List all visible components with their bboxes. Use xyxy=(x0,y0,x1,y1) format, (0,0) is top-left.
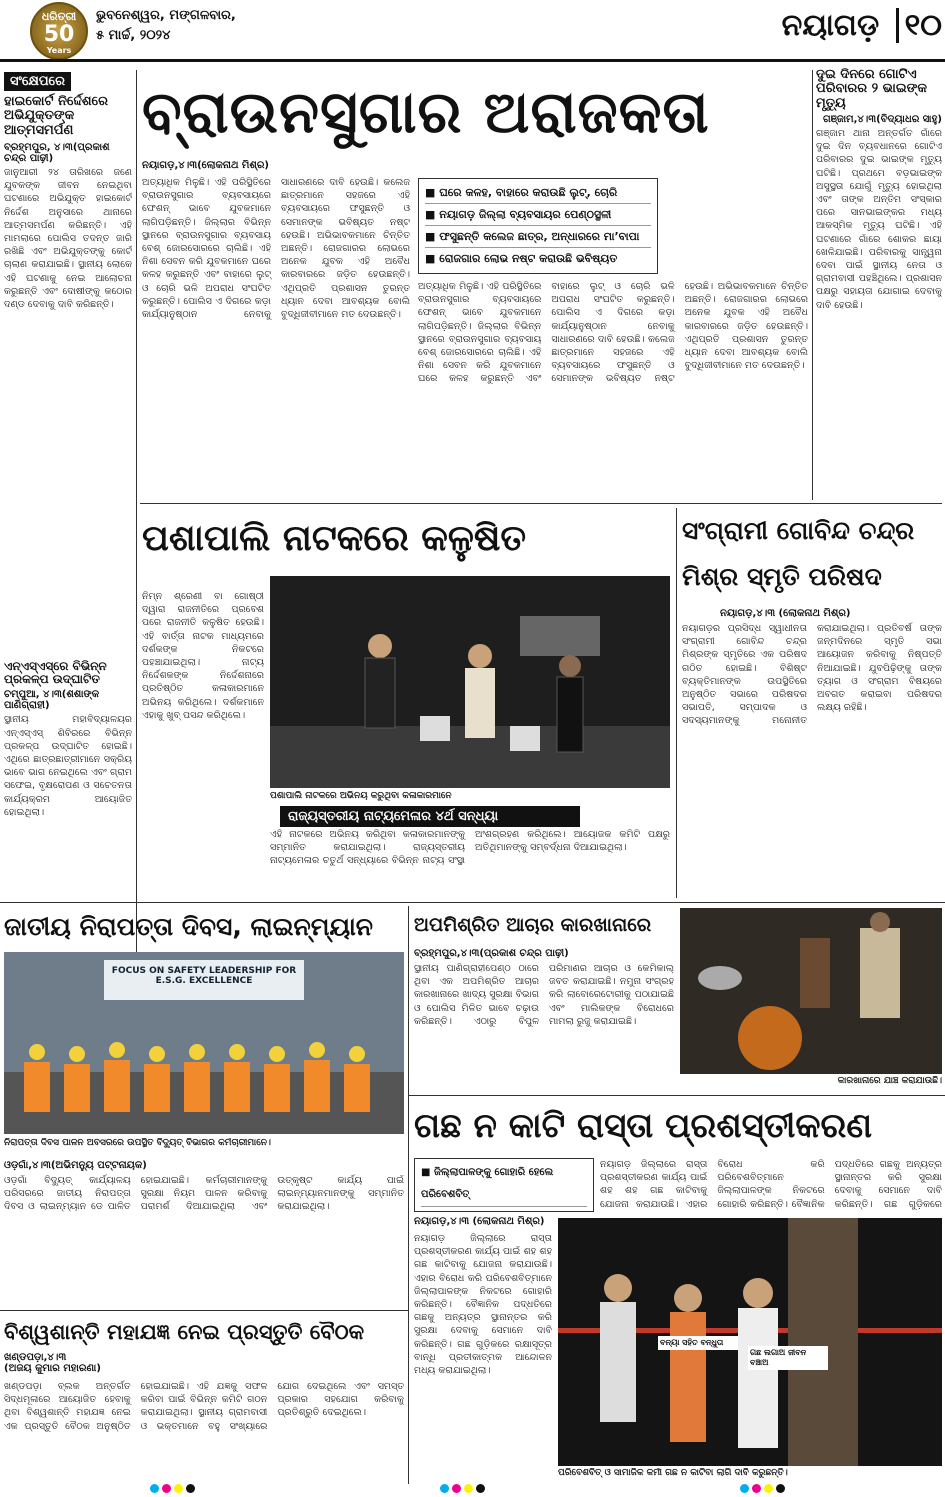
issue-date: ୫ ମାର୍ଚ୍ଚ, ୨୦୨୪ xyxy=(96,28,171,43)
pickle-headline: ଅପମିଶ୍ରିତ ଆଚାର କାରଖାନାରେ xyxy=(414,914,652,936)
safety-body: ଓଡ଼ଗାଁ ବିଦ୍ୟୁତ୍ କାର୍ଯ୍ୟାଳୟ ପରିସରରେ ଜାତୀୟ ନିରାପତ୍ତା ଦିବସ ଓ ଲାଇନ୍‌ମ୍ୟାନ ଡେ ପାଳିତ ହୋଇଯାଇଛି। କର୍ମଚାରୀମାନଙ୍କୁ ସୁରକ୍ଷା ନିୟମ ପାଳନ କରିବାକୁ ପରାମର୍ଶ ଦିଆଯାଇଥିଲା ଏବଂ ଉତ୍କୃଷ୍ଟ କାର୍ଯ୍ୟ ପାଇଁ ଲାଇନ୍‌ମ୍ୟାନମାନଙ୍କୁ ସମ୍ମାନିତ କରାଯାଇଥିଲା। xyxy=(4,1175,404,1213)
drama-body-left: ନିମ୍ନ ଶ୍ରେଣୀ ବା ଗୋଷ୍ଠୀ ଦ୍ୱାରା ରାଜନୀତିରେ ପ୍ରବେଶ ପରେ ରାଜନୀତି କଳୁଷିତ ହେଉଛି। ଏହି ବାର୍ତ୍ତା ନାଟକ ମାଧ୍ୟମରେ ଦର୍ଶକଙ୍କ ନିକଟରେ ପହଞ୍ଚାଯାଇଥିଲା। ନାଟ୍ୟ ନିର୍ଦ୍ଦେଶକଙ୍କ ନିର୍ଦ୍ଦେଶନାରେ ପ୍ରତିଷ୍ଠିତ କଳାକାରମାନେ ଅଭିନୟ କରିଥିଲେ। ଦର୍ଶକମାନେ ଏହାକୁ ଖୁବ୍ ପସନ୍ଦ କରିଥିଲେ। xyxy=(142,591,264,721)
tree-protest-photo xyxy=(558,1218,942,1466)
pickle-caption: କାରଖାନାରେ ଯାଞ୍ଚ କରାଯାଉଛି। xyxy=(837,1076,942,1086)
safety-caption: ନିରାପତ୍ତା ଦିବସ ପାଳନ ଅବସରରେ ଉପସ୍ଥିତ ବିଦ୍ୟୁତ୍ ବିଭାଗର କର୍ମଚାରୀମାନେ। xyxy=(4,1138,271,1148)
briefs-byline: ବ୍ରହ୍ମପୁର, ୪।୩(ପ୍ରକାଶ ଚନ୍ଦ୍ର ପାଢ଼ୀ) xyxy=(4,141,110,164)
pickle-body: ସ୍ଥାନୀୟ ପାଣିଗ୍ରାହୀପେଣ୍ଠ ଠାରେ ଥିବା ଏକ ଅପମିଶ୍ରିତ ଆଚାର କାରଖାନାରେ ଖାଦ୍ୟ ସୁରକ୍ଷା ବିଭାଗ ଓ ପୋଲିସ ମିଳିତ ଭାବେ ଚଢ଼ାଉ କରିଛନ୍ତି। ଏଠାରୁ ବିପୁଳ ପରିମାଣର ଆଚାର ଓ କେମିକାଲ୍ ଜବତ କରାଯାଇଛି। ନମୁନା ସଂଗ୍ରହ କରି ଲାବୋରେଟୋରୀକୁ ପଠାଯାଇଛି ଏବଂ ମାଲିକଙ୍କ ବିରୋଧରେ ମାମଲା ରୁଜୁ କରାଯାଇଛି। xyxy=(414,963,674,1027)
safety-headline: ଜାତୀୟ ନିରାପତ୍ତା ଦିବସ, ଲାଇନ୍‌ମ୍ୟାନ xyxy=(4,912,374,941)
lead-bullet: ■ ନୟାଗଡ଼ ଜିଲ୍ଲା ବ୍ୟବସାୟର ପେଣ୍ଠସ୍ଥଳୀ xyxy=(425,204,651,226)
lead-body-left: ଅତ୍ୟାଧିକ ମିଳୁଛି। ଏହି ପରିସ୍ଥିତିରେ ବ୍ରାଉନସୁଗାର ବ୍ୟବସାୟରେ ଫେଶନ୍ ଭାବେ ଯୁବକମାନେ ଲାଗିପଡ଼ିଛନ୍ତି। ଜିଲ୍ଲାର ବିଭିନ୍ନ ସ୍ଥାନରେ ବ୍ରାଉନସୁଗାର ବ୍ୟବସାୟ ବେଶ୍ ଜୋରସୋରରେ ଚାଲିଛି। ଏହି ନିଶା ସେବନ କରି ଯୁବକମାନେ ଘରେ କଳହ କରୁଛନ୍ତି ଏବଂ ବାହାରେ ଲୁଟ୍ ଓ ଚୋରି ଭଳି ଅପରାଧ ସଂଘଟିତ କରୁଛନ୍ତି। ପୋଲିସ ଏ ଦିଗରେ କଡ଼ା କାର୍ଯ୍ୟାନୁଷ୍ଠାନ ନେବାକୁ ସାଧାରଣରେ ଦାବି ହେଉଛି। କଲେଜ ଛାତ୍ରମାନେ ସହଜରେ ଏହି ବ୍ୟବସାୟରେ ଫସୁଛନ୍ତି ଓ ସେମାନଙ୍କ ଭବିଷ୍ୟତ ନଷ୍ଟ ହେଉଛି। ଅଭିଭାବକମାନେ ଚିନ୍ତିତ ଅଛନ୍ତି। ରୋଜଗାରର ଲୋଭରେ ଅନେକ ଯୁବକ ଏହି ଅବୈଧ କାରବାରରେ ଜଡ଼ିତ ହେଉଛନ୍ତି। ଏଥିପ୍ରତି ପ୍ରଶାସନ ତୁରନ୍ତ ଧ୍ୟାନ ଦେବା ଆବଶ୍ୟକ ବୋଲି ବୁଦ୍ଧିଜୀବୀମାନେ ମତ ଦେଉଛନ୍ତି। xyxy=(142,177,410,321)
lead-body-right: ଅତ୍ୟାଧିକ ମିଳୁଛି। ଏହି ପରିସ୍ଥିତିରେ ବ୍ରାଉନସୁଗାର ବ୍ୟବସାୟରେ ଫେଶନ୍ ଭାବେ ଯୁବକମାନେ ଲାଗିପଡ଼ିଛନ୍ତି। ଜିଲ୍ଲାର ବିଭିନ୍ନ ସ୍ଥାନରେ ବ୍ରାଉନସୁଗାର ବ୍ୟବସାୟ ବେଶ୍ ଜୋରସୋରରେ ଚାଲିଛି। ଏହି ନିଶା ସେବନ କରି ଯୁବକମାନେ ଘରେ କଳହ କରୁଛନ୍ତି ଏବଂ ବାହାରେ ଲୁଟ୍ ଓ ଚୋରି ଭଳି ଅପରାଧ ସଂଘଟିତ କରୁଛନ୍ତି। ପୋଲିସ ଏ ଦିଗରେ କଡ଼ା କାର୍ଯ୍ୟାନୁଷ୍ଠାନ ନେବାକୁ ସାଧାରଣରେ ଦାବି ହେଉଛି। କଲେଜ ଛାତ୍ରମାନେ ସହଜରେ ଏହି ବ୍ୟବସାୟରେ ଫସୁଛନ୍ତି ଓ ସେମାନଙ୍କ ଭବିଷ୍ୟତ ନଷ୍ଟ ହେଉଛି। ଅଭିଭାବକମାନେ ଚିନ୍ତିତ ଅଛନ୍ତି। ରୋଜଗାରର ଲୋଭରେ ଅନେକ ଯୁବକ ଏହି ଅବୈଧ କାରବାରରେ ଜଡ଼ିତ ହେଉଛନ୍ତି। ଏଥିପ୍ରତି ପ୍ରଶାସନ ତୁରନ୍ତ ଧ୍ୟାନ ଦେବା ଆବଶ୍ୟକ ବୋଲି ବୁଦ୍ଧିଜୀବୀମାନେ ମତ ଦେଉଛନ୍ତି। xyxy=(418,281,808,385)
nss-body: ସ୍ଥାନୀୟ ମହାବିଦ୍ୟାଳୟର ଏନ୍‌ଏସ୍‌ଏସ୍ ଶିବିରରେ ବିଭିନ୍ନ ପ୍ରକଳ୍ପ ଉଦ୍‌ଘାଟିତ ହୋଇଛି। ଏଥିରେ ଛାତ୍ରଛାତ୍ରୀମାନେ ସକ୍ରିୟ ଭାବେ ଭାଗ ନେଇଥିଲେ ଏବଂ ଗ୍ରାମ ସଫେଇ, ବୃକ୍ଷରୋପଣ ଓ ସଚେତନତା କାର୍ଯ୍ୟକ୍ରମ ଆୟୋଜିତ ହୋଇଥିଲା। xyxy=(4,714,132,818)
workers-group-icon xyxy=(4,952,404,1134)
peace-headline: ବିଶ୍ୱଶାନ୍ତି ମହାଯଜ୍ଞ ନେଇ ପ୍ରସ୍ତୁତି ବୈଠକ xyxy=(4,1320,365,1344)
safety-group-photo xyxy=(4,952,404,1134)
road-byline: ନୟାଗଡ଼,୪।୩ (ଲୋକନାଥ ମିଶ୍ର) xyxy=(414,1216,545,1227)
protest-sign: ଗଛ ଲଗାଅ ଜୀବନ ବଞ୍ଚାଅ xyxy=(748,1346,828,1370)
column-rule xyxy=(812,70,813,500)
safety-banner: FOCUS ON SAFETY LEADERSHIP FOR E.S.G. EXCELLENCE xyxy=(104,960,304,1000)
column-rule xyxy=(676,508,677,898)
accident-byline: ଗଞ୍ଜାମ,୪।୩(ବିଦ୍ୟାଧର ସାହୁ) xyxy=(823,113,942,125)
accident-body: ଗଞ୍ଜାମ ଥାନା ଅନ୍ତର୍ଗତ ଗାଁରେ ଦୁଇ ଦିନ ବ୍ୟବଧାନରେ ଗୋଟିଏ ପରିବାରର ଦୁଇ ଭାଇଙ୍କ ମୃତ୍ୟୁ ଘଟିଛି। ପ୍ରଥମେ ବଡ଼ଭାଇଙ୍କ ଅସୁସ୍ଥତା ଯୋଗୁଁ ମୃତ୍ୟୁ ହୋଇଥିଲା ଏବଂ ତାଙ୍କ ଅନ୍ତିମ ସଂସ୍କାର ପରେ ସାନଭାଇଙ୍କର ମଧ୍ୟ ଆକସ୍ମିକ ମୃତ୍ୟୁ ଘଟିଛି। ଏହି ଘଟଣାରେ ଗାଁରେ ଶୋକର ଛାୟା ଖେଳିଯାଇଛି। ପରିବାରକୁ ସାନ୍ତ୍ୱନା ଦେବା ପାଇଁ ସ୍ଥାନୀୟ ନେତା ଓ ଗ୍ରାମବାସୀ ପହଞ୍ଚିଥିଲେ। ପ୍ରଶାସନ ପକ୍ଷରୁ ସହାୟତା ଯୋଗାଇ ଦେବାକୁ ଦାବି ହେଉଛି। xyxy=(816,127,942,311)
pickle-byline: ବ୍ରହ୍ମପୁର,୪।୩(ପ୍ରକାଶ ଚନ୍ଦ୍ର ପାଢ଼ୀ) xyxy=(414,948,569,959)
road-bullet: ■ ଜିଲ୍ଲାପାଳଙ୍କୁ ଗୋହାରି ହେଲେ ପରିବେଶବିତ୍ xyxy=(421,1162,587,1207)
road-body: ନୟାଗଡ଼ ଜିଲ୍ଲାରେ ରାସ୍ତା ପ୍ରଶସ୍ତୀକରଣ କାର୍ଯ୍ୟ ପାଇଁ ଶହ ଶହ ଗଛ କାଟିବାକୁ ଯୋଜନା କରାଯାଉଛି। ଏହାର ବିରୋଧ କରି ପରିବେଶବିତ୍‌ମାନେ ଜିଲ୍ଲାପାଳଙ୍କ ନିକଟରେ ଗୋହାରି କରିଛନ୍ତି। ବୈଜ୍ଞାନିକ ପଦ୍ଧତିରେ ଗଛକୁ ଅନ୍ୟତ୍ର ସ୍ଥାନାନ୍ତର କରି ସୁରକ୍ଷା ଦେବାକୁ ସେମାନେ ଦାବି କରିଛନ୍ତି। ଗଛ ଗୁଡ଼ିକରେ ରକ୍ଷାସୂତ୍ର ବାନ୍ଧି ପ୍ରତୀକାତ୍ମକ ଆନ୍ଦୋଳନ ମଧ୍ୟ କରାଯାଇଥିଲା। xyxy=(414,1233,552,1377)
briefs-tag: ସଂକ୍ଷେପରେ xyxy=(4,72,71,91)
factory-scene-icon xyxy=(680,908,942,1074)
briefs-body: ଜାନୁଆରୀ ୨୪ ତାରିଖରେ ଜଣେ ଯୁବକଙ୍କ ଜୀବନ ନେଇଥିବା ଘଟଣାରେ ଅଭିଯୁକ୍ତ ହାଇକୋର୍ଟ ନିର୍ଦ୍ଦେଶ ଅନୁସାରେ ଥାନାରେ ଆତ୍ମସମର୍ପଣ କରିଛନ୍ତି। ଏହି ମାମଲାରେ ପୋଲିସ ତଦନ୍ତ ଜାରି ରଖିଛି ଏବଂ ଅଭିଯୁକ୍ତଙ୍କୁ କୋର୍ଟ ଚାଲାଣ କରାଯାଇଛି। ସ୍ଥାନୀୟ ଲୋକେ ଏହି ଘଟଣାକୁ ନେଇ ଆଲୋଚନା କରୁଛନ୍ତି ଏବଂ ଦୋଷୀଙ୍କୁ କଠୋର ଦଣ୍ଡ ଦେବାକୁ ଦାବି କରିଛନ୍ତି। xyxy=(4,166,132,310)
logo-text: ଧରିତ୍ରୀ xyxy=(41,10,77,23)
road-body-top: ନୟାଗଡ଼ ଜିଲ୍ଲାରେ ରାସ୍ତା ପ୍ରଶସ୍ତୀକରଣ କାର୍ଯ୍ୟ ପାଇଁ ଶହ ଶହ ଗଛ କାଟିବାକୁ ଯୋଜନା କରାଯାଉଛି। ଏହାର ବିରୋଧ କରି ପରିବେଶବିତ୍‌ମାନେ ଜିଲ୍ଲାପାଳଙ୍କ ନିକଟରେ ଗୋହାରି କରିଛନ୍ତି। ବୈଜ୍ଞାନିକ ପଦ୍ଧତିରେ ଗଛକୁ ଅନ୍ୟତ୍ର ସ୍ଥାନାନ୍ତର କରି ସୁରକ୍ଷା ଦେବାକୁ ସେମାନେ ଦାବି କରିଛନ୍ତି। ଗଛ ଗୁଡ଼ିକରେ xyxy=(600,1159,942,1210)
protest-sign: ବନ୍ୟା ସହିତ ବନ୍ଧୁତା xyxy=(658,1336,738,1350)
newspaper-logo xyxy=(30,2,88,60)
road-caption: ପରିବେଶବିତ୍ ଓ ସାମାଜିକ କର୍ମୀ ଗଛ ନ କାଟିବା ଲାଗି ଦାବି କରୁଛନ୍ତି। xyxy=(558,1468,788,1478)
lead-bullets xyxy=(418,178,658,274)
road-headline: ଗଛ ନ କାଟି ରାସ୍ତା ପ୍ରଶସ୍ତୀକରଣ xyxy=(414,1106,873,1146)
drama-caption: ପଶାପାଲି ନାଟକରେ ଅଭିନୟ କରୁଥିବା କଳାକାରମାନେ xyxy=(270,791,452,801)
nss-headline: ଏନ୍‌ଏସ୍‌ଏସ୍‌ରେ ବିଭିନ୍ନ ପ୍ରକଳ୍ପ ଉଦ୍‌ଘାଟିତ xyxy=(4,660,107,687)
accident-headline: ଦୁଇ ଦିନରେ ଗୋଟିଏ ପରିବାରର ୨ ଭାଇଙ୍କ ମୃତ୍ୟୁ xyxy=(816,68,928,111)
lead-bullet: ■ ରୋଜଗାର ଲୋଭ ନଷ୍ଟ କରାଉଛି ଭବିଷ୍ୟତ xyxy=(425,248,651,269)
accident-story xyxy=(816,68,942,500)
peace-body: ଖଣ୍ଡପଡ଼ା ବ୍ଲକ ଅନ୍ତର୍ଗତ ସିଦ୍ଧମୂଳାରେ ଆୟୋଜିତ ହେବାକୁ ଥିବା ବିଶ୍ୱଶାନ୍ତି ମହାଯଜ୍ଞ ନେଇ ଏକ ପ୍ରସ୍ତୁତି ବୈଠକ ଅନୁଷ୍ଠିତ ହୋଇଯାଇଛି। ଏହି ଯଜ୍ଞକୁ ସଫଳ କରିବା ପାଇଁ ବିଭିନ୍ନ କମିଟି ଗଠନ କରାଯାଇଥିଲା। ସ୍ଥାନୀୟ ଗ୍ରାମବାସୀ ଓ ଭକ୍ତମାନେ ବହୁ ସଂଖ୍ୟାରେ ଯୋଗ ଦେଇଥିଲେ ଏବଂ ସମସ୍ତ ପ୍ରକାର ସହଯୋଗ କରିବାକୁ ପ୍ରତିଶ୍ରୁତି ଦେଇଥିଲେ। xyxy=(4,1381,404,1432)
peace-byline-block xyxy=(4,1352,124,1374)
color-registration-marks xyxy=(440,1484,485,1493)
memorial-byline: ନୟାଗଡ଼,୪।୩ (ଲୋକନାଥ ମିଶ୍ର) xyxy=(720,608,851,619)
logo-number: 50 xyxy=(43,22,75,47)
lead-bullet: ■ ଫସୁଛନ୍ତି କଲେଜ ଛାତ୍ର, ଅନ୍ଧାରରେ ମା’ବାପା xyxy=(425,226,651,248)
drama-subhead: ରାଜ୍ୟସ୍ତରୀୟ ନାଟ୍ୟମେଳାର ୪ର୍ଥ ସନ୍ଧ୍ୟା xyxy=(280,806,580,827)
dateline xyxy=(96,6,296,46)
road-bullet xyxy=(421,1207,587,1212)
section-rule xyxy=(0,902,945,903)
page-number: ୧୦ xyxy=(904,8,942,43)
pickle-factory-photo xyxy=(680,908,942,1074)
memorial-headline: ସଂଗ୍ରାମୀ ଗୋବିନ୍ଦ ଚନ୍ଦ୍ର ମିଶ୍ର ସ୍ମୃତି ପରିଷଦ xyxy=(682,516,915,591)
briefs-column xyxy=(4,70,132,500)
lead-headline: ବ୍ରାଉନସୁଗାର ଅରାଜକତା xyxy=(142,78,710,146)
safety-byline: ଓଡ଼ଗାଁ,୪।୩(ଅଭିମନ୍ୟୁ ପଟ୍ଟନାୟକ) xyxy=(4,1160,147,1171)
peace-byline: ଖଣ୍ଡପଡ଼ା,୪।୩ xyxy=(4,1352,67,1363)
nss-byline: ଚମ୍ପୁଆ, ୪।୩(ଶଶାଙ୍କ ପାଣିଗ୍ରାହୀ) xyxy=(4,689,100,712)
briefs-headline: ହାଇକୋର୍ଟ ନିର୍ଦ୍ଦେଶରେ ଅଭିଯୁକ୍ତଙ୍କ ଆତ୍ମସମର୍ପଣ xyxy=(4,94,108,138)
section-header xyxy=(752,4,942,48)
lead-bullet: ■ ଘରେ କଳହ, ବାହାରେ କରାଉଛି ଲୁଟ୍, ଚୋରି xyxy=(425,182,651,204)
peace-byline-reporter: (ଅଜୟ କୁମାର ମହାରଣା) xyxy=(4,1363,101,1374)
memorial-body: ନୟାଗଡ଼ର ପ୍ରସିଦ୍ଧ ସ୍ୱାଧୀନତା ସଂଗ୍ରାମୀ ଗୋବିନ୍ଦ ଚନ୍ଦ୍ର ମିଶ୍ରଙ୍କ ସ୍ମୃତିରେ ଏକ ପରିଷଦ ଗଠିତ ହୋଇଛି। ବିଶିଷ୍ଟ ବ୍ୟକ୍ତିମାନଙ୍କ ଉପସ୍ଥିତିରେ ଅନୁଷ୍ଠିତ ସଭାରେ ପରିଷଦର ସଭାପତି, ସମ୍ପାଦକ ଓ ସଦସ୍ୟମାନଙ୍କୁ ମନୋନୀତ କରାଯାଇଥିଲା। ପ୍ରତିବର୍ଷ ତାଙ୍କ ଜନ୍ମଦିନରେ ସ୍ମୃତି ସଭା ଆୟୋଜନ କରିବାକୁ ନିଷ୍ପତ୍ତି ନିଆଯାଇଛି। ଯୁବପିଢ଼ିଙ୍କୁ ତାଙ୍କ ତ୍ୟାଗ ଓ ସଂଗ୍ରାମ ବିଷୟରେ ଅବଗତ କରାଇବା ପରିଷଦର ଲକ୍ଷ୍ୟ ରହିଛି। xyxy=(682,623,942,727)
section-rule xyxy=(0,1310,408,1311)
protest-scene-icon xyxy=(558,1218,942,1466)
drama-body-right: ଏହି ନାଟକରେ ଅଭିନୟ କରିଥିବା କଳାକାରମାନଙ୍କୁ ସମ୍ମାନିତ କରାଯାଇଥିଲା। ରାଜ୍ୟସ୍ତରୀୟ ନାଟ୍ୟମେଳାର ଚତୁର୍ଥ ସନ୍ଧ୍ୟାରେ ବିଭିନ୍ନ ନାଟ୍ୟ ସଂସ୍ଥା ଅଂଶଗ୍ରହଣ କରିଥିଲେ। ଆୟୋଜକ କମିଟି ପକ୍ଷରୁ ଅତିଥିମାନଙ୍କୁ ସମ୍ବର୍ଦ୍ଧନା ଦିଆଯାଇଥିଲା। xyxy=(270,829,670,867)
drama-headline: ପଶାପାଲି ନାଟକରେ କଳୁଷିତ xyxy=(142,518,527,559)
city-day: ଭୁବନେଶ୍ୱର, ମଙ୍ଗଳବାର, xyxy=(96,8,236,23)
color-registration-marks xyxy=(740,1484,785,1493)
column-rule xyxy=(408,906,409,1484)
stage-scene-icon xyxy=(270,576,670,788)
color-registration-marks xyxy=(150,1484,195,1493)
lead-byline: ନୟାଗଡ଼,୪।୩(ଲୋକନାଥ ମିଶ୍ର) xyxy=(142,160,270,171)
road-bullets xyxy=(414,1158,594,1212)
masthead xyxy=(0,0,945,62)
section-name: ନୟାଗଡ଼ xyxy=(781,8,880,43)
section-rule xyxy=(140,503,942,504)
drama-stage-photo xyxy=(270,576,670,788)
section-rule xyxy=(408,1095,945,1096)
logo-years: Years xyxy=(46,46,72,55)
